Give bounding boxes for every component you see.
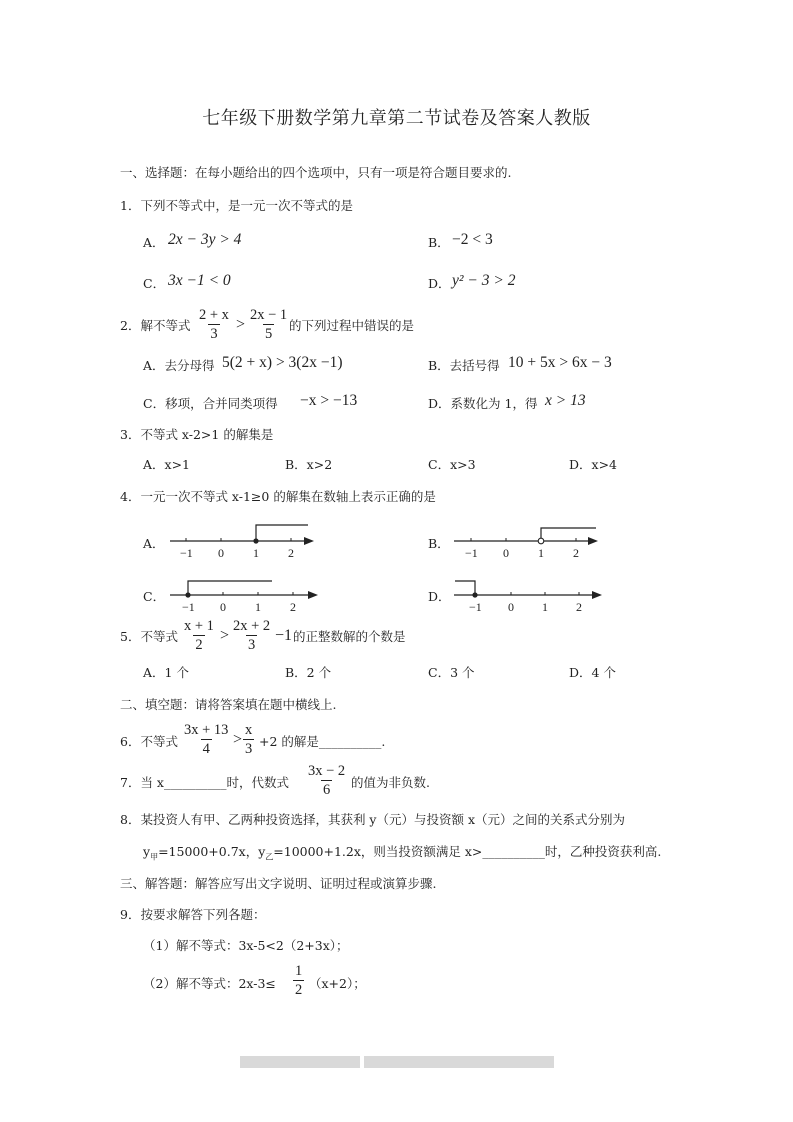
q4-number-line-a: [168, 518, 318, 560]
q2-stem-suffix: 的下列过程中错误的是: [289, 318, 415, 333]
q8-sub-jia: 甲: [150, 852, 159, 862]
q5-option-b: B．2 个: [285, 665, 332, 680]
q2-greater-than: >: [236, 316, 246, 333]
q5-stem-suffix: 的正整数解的个数是: [293, 629, 406, 644]
q5-frac1-denominator: 2: [195, 637, 203, 653]
q2-frac2-numerator: 2x − 1: [250, 307, 288, 323]
section-fill-heading: 二、填空题：请将答案填在题中横线上.: [120, 697, 337, 712]
page-title: 七年级下册数学第九章第二节试卷及答案人教版: [202, 108, 591, 129]
q1-option-a: 2x − 3y > 4: [168, 231, 242, 248]
q2-frac2-denominator: 5: [264, 326, 273, 342]
q6-fraction-left: [182, 721, 230, 758]
q6-frac2-numerator: x: [245, 722, 253, 738]
q4-stem: 4．一元一次不等式 x-1≥0 的解集在数轴上表示正确的是: [120, 489, 436, 504]
tick-label: −1: [465, 546, 478, 560]
q2-option-c: −x > −13: [300, 392, 358, 409]
q9-part2-prefix: （2）解不等式：2x-3≤: [143, 976, 276, 991]
q1-option-d-label: D．: [428, 276, 451, 291]
section-choice-heading: 一、选择题：在每小题给出的四个选项中，只有一项是符合题目要求的.: [120, 165, 512, 180]
q4-option-c-label: C．: [143, 589, 166, 604]
q3-option-b: B．x>2: [285, 457, 333, 472]
q5-frac1-numerator: x + 1: [184, 618, 214, 634]
q7-fraction: [306, 762, 347, 799]
q2-option-a: 5(2 + x) > 3(2x −1): [222, 354, 343, 371]
q5-option-a: A．1 个: [143, 665, 189, 680]
q3-option-c: C．x>3: [428, 457, 476, 472]
q3-option-a: A．x>1: [143, 457, 191, 472]
q2-option-d-label: D．系数化为 1，得: [428, 396, 538, 411]
q2-option-b: 10 + 5x > 6x − 3: [508, 354, 612, 371]
q3-stem: 3．不等式 x-2>1 的解集是: [120, 427, 274, 442]
q1-stem: 1．下列不等式中，是一元一次不等式的是: [120, 198, 353, 213]
q5-option-c: C．3 个: [428, 665, 475, 680]
footer-watermark: [364, 1056, 554, 1068]
q9-frac-denominator: 2: [295, 982, 303, 998]
tick-label: 0: [218, 546, 224, 560]
footer-watermark: [240, 1056, 360, 1068]
tick-label: 1: [255, 600, 261, 613]
q2-stem-prefix: 2．解不等式: [120, 318, 191, 333]
q7-frac-numerator: 3x − 2: [308, 763, 346, 779]
q5-frac2-denominator: 3: [247, 637, 256, 653]
q4-number-line-d: [452, 571, 602, 613]
q3-option-d: D．x>4: [569, 457, 617, 472]
q4-option-d-label: D．: [428, 589, 451, 604]
q8-y1: y: [143, 844, 151, 859]
q1-option-c-label: C．: [143, 276, 166, 291]
q1-option-d: y² − 3 > 2: [452, 272, 516, 289]
q5-option-d: D．4 个: [569, 665, 616, 680]
tick-label: 2: [576, 600, 582, 613]
q2-frac1-numerator: 2 + x: [199, 307, 229, 323]
q7-suffix: 的值为非负数.: [351, 775, 430, 790]
q1-option-b: −2 < 3: [452, 231, 493, 248]
q2-option-c-label: C．移项，合并同类项得: [143, 396, 278, 411]
q2-option-b-label: B．去括号得: [428, 358, 500, 373]
q5-stem-prefix: 5．不等式: [120, 629, 178, 644]
tick-label: 0: [220, 600, 226, 613]
q8-line2: [143, 844, 661, 866]
tick-label: 2: [288, 546, 294, 560]
q7-prefix: 7．当 x__________时，代数式: [120, 775, 289, 790]
q2-fraction-left: [197, 306, 231, 343]
q5-minus-one: −1: [275, 627, 293, 644]
q4-option-b-label: B．: [428, 536, 450, 551]
q1-option-c: 3x −1 < 0: [168, 272, 231, 289]
section-solve-heading: 三、解答题：解答应写出文字说明、证明过程或演算步骤.: [120, 876, 437, 891]
q9-part2-suffix: （x+2）；: [309, 976, 366, 991]
q9-stem: 9．按要求解答下列各题：: [120, 907, 266, 922]
tick-label: 2: [290, 600, 296, 613]
q2-option-d: x > 13: [545, 392, 586, 409]
q4-number-line-c: [168, 571, 318, 613]
q2-frac1-denominator: 3: [210, 326, 218, 342]
q6-fraction-right: [243, 721, 254, 758]
q8-y2: y: [258, 844, 266, 859]
tick-label: −1: [469, 600, 482, 613]
q1-option-a-label: A．: [143, 235, 165, 250]
q1-option-b-label: B．: [428, 235, 450, 250]
q8-sub-yi: 乙: [265, 852, 274, 862]
q5-fraction-left: [182, 617, 216, 654]
q9-part2-fraction: [293, 962, 304, 999]
q6-prefix: 6．不等式: [120, 734, 178, 749]
q5-fraction-right: [231, 617, 272, 654]
q6-greater-than: >: [233, 731, 243, 748]
q2-fraction-right: [248, 306, 289, 343]
tick-label: 0: [508, 600, 514, 613]
q7-frac-denominator: 6: [322, 782, 331, 798]
q6-suffix: +2 的解是__________.: [259, 734, 386, 749]
tick-label: 1: [253, 546, 259, 560]
q2-option-a-label: A．去分母得: [143, 358, 215, 373]
tick-label: 1: [538, 546, 544, 560]
q6-frac1-denominator: 4: [202, 741, 210, 757]
q5-greater-than: >: [220, 627, 230, 644]
tick-label: −1: [182, 600, 195, 613]
q6-frac1-numerator: 3x + 13: [184, 722, 229, 738]
q9-part1: （1）解不等式：3x-5<2（2+3x）；: [143, 938, 349, 953]
q8-line1: 8．某投资人有甲、乙两种投资选择，其获利 y（元）与投资额 x（元）之间的关系式分别为: [120, 812, 626, 827]
tick-label: 0: [503, 546, 509, 560]
q9-frac-numerator: 1: [295, 963, 303, 979]
q8-eq1: =15000+0.7x，: [158, 844, 259, 859]
tick-label: −1: [180, 546, 193, 560]
q4-option-a-label: A．: [143, 536, 165, 551]
q6-frac2-denominator: 3: [245, 741, 253, 757]
q4-number-line-b: [452, 518, 602, 560]
q5-frac2-numerator: 2x + 2: [233, 618, 271, 634]
tick-label: 2: [573, 546, 579, 560]
q8-eq2: =10000+1.2x，则当投资额满足 x>__________时，乙种投资获利高.: [273, 844, 662, 859]
tick-label: 1: [542, 600, 548, 613]
